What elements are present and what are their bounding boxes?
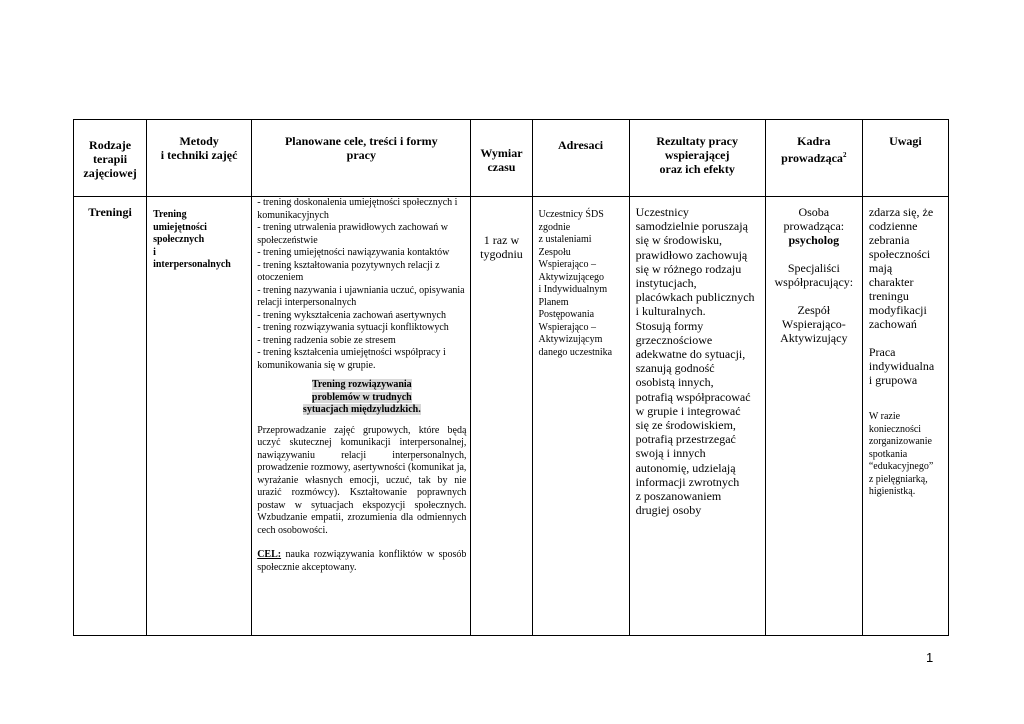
cell-cele <box>252 197 471 636</box>
header-uwagi: Uwagi <box>862 120 948 197</box>
header-metody: Metody i techniki zajęć <box>147 120 252 197</box>
header-row <box>74 120 949 197</box>
cele-item: - trening doskonalenia umiejętności społecznych i komunikacyjnych <box>257 197 458 221</box>
therapy-table <box>73 119 949 636</box>
header-rezultaty: Rezultaty pracy wspierającej oraz ich efekty <box>629 120 765 197</box>
header-wymiar: Wymiar czasu <box>471 120 532 197</box>
cell-adresaci: Uczestnicy ŚDS zgodnie z ustaleniami Zespołu Wspierająco – Aktywizującego i Indywidualnym Planem Postępowania Wspierająco – Aktywizującym danego uczestnika <box>532 197 629 636</box>
cell-rodzaj: Treningi <box>74 197 147 636</box>
cele-item: - trening kształcenia umiejętności współpracy i komunikowania się w grupie. <box>257 347 446 371</box>
header-kadra: Kadra prowadząca$^2$ <box>765 120 862 197</box>
cel-statement: CEL: nauka rozwiązywania konfliktów w sposób społecznie akceptowany. <box>257 549 467 573</box>
cell-kadra: Osoba prowadząca: psycholog Specjaliści współpracujący: Zespół Wspierająco- Aktywizujący <box>765 197 862 636</box>
footnote-marker: 2 <box>842 151 847 159</box>
cell-metody: Trening umiejętności społecznych i interpersonalnych <box>147 197 252 636</box>
cell-uwagi: zdarza się, że codzienne zebrania społeczności mają charakter treningu modyfikacji zachowań Praca indywidualna i grupowa W razie konieczności zorganizowanie spotkania “edukacyjnego” z pielęgniarką, higienistką. <box>862 197 948 636</box>
cele-item: - trening radzenia sobie ze stresem <box>257 334 396 346</box>
table-row <box>74 197 949 636</box>
cele-item: - trening wykształcenia zachowań asertywnych <box>257 309 446 321</box>
cele-paragraph: Przeprowadzanie zajęć grupowych, które będą uczyć skutecznej komunikacji interpersonalnej, nawiązywaniu relacji interpersonalnych, prowadzenie rozmowy, asertywności (komunikat ja, wyrażanie własnych emocji, uczuć, tak by nie urazić rozmówcy). Kształtowanie poprawnych postaw w sytuacjach ekspozycji społecznych. Wzbudzanie empatii, zrozumienia dla odmiennych cech osobowości. <box>257 424 467 536</box>
header-adresaci: Adresaci <box>532 120 629 197</box>
header-cele: Planowane cele, treści i formy pracy <box>252 120 471 197</box>
cele-subtitle: Trening rozwiązywania problemów w trudnych sytuacjach międzyludzkich. <box>302 379 421 415</box>
cele-item: - trening kształtowania pozytywnych relacji z otoczeniem <box>257 259 440 283</box>
cell-rezultaty: Uczestnicy samodzielnie poruszają się w środowisku, prawidłowo zachowują się w różnego rodzaju instytucjach, placówkach publicznych i kulturalnych. Stosują formy grzecznościowe adekwatne do sytuacji, szanują godność osobistą innych, potrafią współpracować w grupie i integrować się ze środowiskiem, potrafią przestrzegać swoją i innych autonomię, udzielają informacji zwrotnych z poszanowaniem drugiej osoby <box>629 197 765 636</box>
cele-item: - trening utrwalenia prawidłowych zachowań w społeczeństwie <box>257 222 448 246</box>
cell-wymiar: 1 raz w tygodniu <box>471 197 532 636</box>
page-number: 1 <box>926 650 934 665</box>
cele-item: - trening nazywania i ujawniania uczuć, opisywania relacji interpersonalnych <box>257 284 465 308</box>
cele-item: - trening umiejętności nawiązywania kontaktów <box>257 247 450 258</box>
header-rodzaje: Rodzaje terapii zajęciowej <box>74 120 147 197</box>
cele-item: - trening rozwiązywania sytuacji konfliktowych <box>257 322 449 333</box>
